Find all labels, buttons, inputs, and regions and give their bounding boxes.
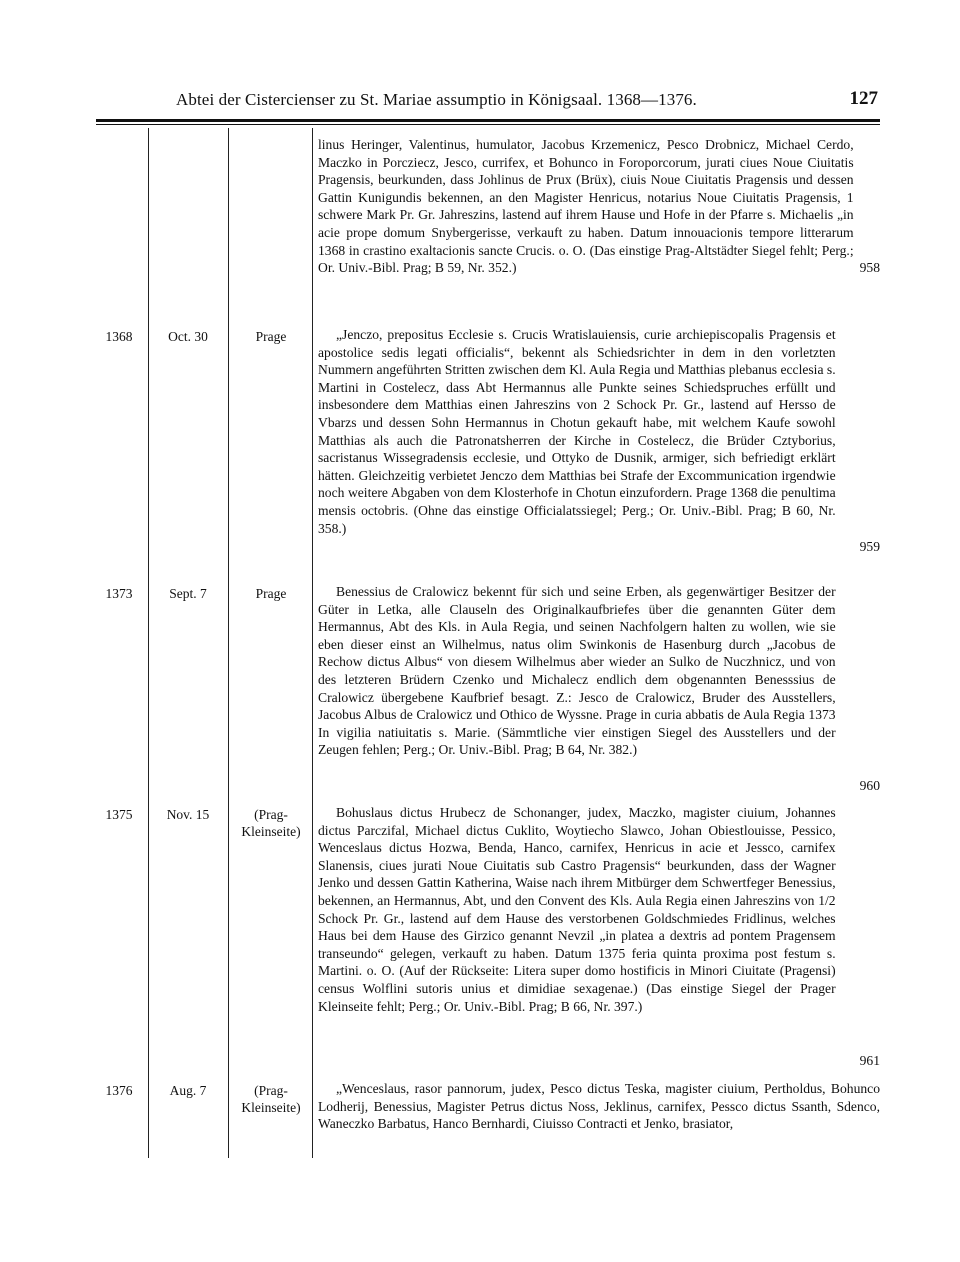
entry-date: Nov. 15 (166, 807, 210, 822)
entry-body: „Wenceslaus, rasor pannorum, judex, Pesco dictus Teska, magister ciuium, Pertholdus, Bohunco Lodherij, Benessius, Magister Petrus dictus Noss, Jeklinus, carnifex, Pessco dictus Ssanth, Sdenco, Waneczko Barbatus, Hanco Bernhardi, Ciuisso Contracti et Jenko, brasiator, (318, 1081, 880, 1132)
column-divider (312, 128, 313, 1158)
header-rule-thick (96, 119, 880, 122)
entry-body: linus Heringer, Valentinus, humulator, Jacobus Krzemenicz, Pesco Drobnicz, Michael Cerdo, Maczko in Porcziecz, Jesco, currifex, et Bohunco in Foroporcorum, jurati ciues Noue Ciuitatis Pragensis, beurkunden, dass Johlinus de Prux (Brüx), ciuis Noue Ciuitatis Pragensis und dessen Gattin Kunigundis bekennen, an den Magister Henricus, notarius Noue Ciuitatis Pragensis, 1 schwere Mark Pr. Gr. Jahreszins, lastend auf ihrem Hause und Hofe in der Pfarre s. Michaelis „in acie prope domum Snybergerisse, verkauft zu haben. Datum innouacionis tempore litterarum 1368 in crastino exaltacionis sancte Crucis. o. O. (Das einstige Prag-Altstädter Siegel fehlt; Perg.; Or. Univ.-Bibl. Prag; B 59, Nr. 352.) (318, 137, 854, 276)
entry-date: Sept. 7 (169, 586, 207, 601)
column-divider (228, 128, 229, 1158)
header-rule-thin (96, 124, 880, 125)
entry-number: 959 (859, 539, 880, 554)
entry-text (318, 583, 880, 795)
entry-text (318, 326, 880, 556)
entry-text (318, 804, 880, 1070)
entry-text (318, 1080, 880, 1133)
entry-number: 961 (859, 1053, 880, 1068)
entry-year: 1373 (105, 586, 133, 601)
entry-number: 958 (859, 260, 880, 275)
entry-place: (Prag-Kleinseite) (241, 1083, 301, 1115)
entry-date: Aug. 7 (169, 1083, 207, 1098)
page-header (176, 88, 878, 112)
entry-body: „Jenczo, prepositus Ecclesie s. Crucis Wratislauiensis, curie archiepiscopalis Pragensis et apostolice sedis legati officialis“, bekennt als Schiedsrichter in dem in den vorletzten Nummern angeführten Stritten zwischen dem Kl. Aula Regia und Matthias plebanus ecclesia s. Martini in Costelecz, dass Abt Hermannus alle Punkte seines Schiedspruches erfüllt und insbesondere dem Matthias einen Jahreszins von 2 Schock Pr. Gr., lastend auf Hersso de Vbarzs und dessen Sohn Hermannus in Chotun gekauft habe, mit welchem Kaufe sowohl Matthias als auch die Patronatsherren der Kirche in Costelecz, die Brüder Cztyborius, sacristanus Wissegradensis ecclesie, und Ottyko de Dusnik, armiger, sich befriedigt erklärt hätten. Gleichzeitig verbietet Jenczo dem Matthias bei Strafe der Excommunication irgendwie noch weitere Abgaben von dem Klosterhofe in Chotun einzufordern. Prage 1368 die penultima mensis octobris. (Ohne das einstige Officialatssiegel; Perg.; Or. Univ.-Bibl. Prag; B 60, Nr. 358.) (318, 327, 836, 536)
entry-year: 1368 (105, 329, 133, 344)
entry-year: 1375 (105, 807, 133, 822)
entry-number: 960 (859, 778, 880, 793)
entry-body: Benessius de Cralowicz bekennt für sich und seine Erben, als gegenwärtiger Besitzer der Güter in Letka, alle Clauseln des Originalkaufbriefes über die genannten Güter dem Hermannus, Abt des Kls. in Aula Regia, und seinen Nachfolgern halten zu wollen, wie sie eben dieser einst an Wilhelmus, natus olim Swinkonis de Hasenburg durch „Jacobus de Rechow dictus Albus“ von diesem Wilhelmus aber wieder an Sulko de Nuczhnicz, und von des letzteren Brüdern Czenko und Michalecz endlich dem obgenannten Benesssius de Cralowicz übergebene Kaufbrief besagt. Z.: Jesco de Cralowicz, Bruder des Ausstellers, Jacobus Albus de Cralowicz und Othico de Wyssne. Prage in curia abbatis de Aula Regia 1373 In vigilia natiuitatis s. Marie. (Sämmtliche vier einstigen Siegel des Ausstellers und der Zeugen fehlen; Perg.; Or. Univ.-Bibl. Prag; B 64, Nr. 382.) (318, 584, 836, 758)
running-title: Abtei der Cistercienser zu St. Mariae assumptio in Königsaal. 1368—1376. (176, 90, 697, 109)
entry-place: Prage (255, 329, 287, 344)
entry-place: Prage (255, 586, 287, 601)
entry-text (318, 136, 880, 277)
column-divider (148, 128, 149, 1158)
entry-date: Oct. 30 (168, 329, 208, 344)
entry-year: 1376 (105, 1083, 133, 1098)
page-number: 127 (849, 88, 878, 109)
entry-place: (Prag-Kleinseite) (241, 807, 301, 839)
entry-body: Bohuslaus dictus Hrubecz de Schonanger, judex, Maczko, magister ciuium, Johannes dictus Parczifal, Michael dictus Cuklito, Woytiecho Slawco, Johan Obiestlouisse, Pessico, Wenceslaus dictus Hozwa, Benda, Hanco, carnifex, Henricus in acie et Jessco, carnifex Slanensis, ciues jurati Noue Ciuitatis sub Castro Pragensis“ beurkunden, dass der Wagner Jenko und dessen Gattin Katherina, Waise nach ihrem Mitbürger dem Schwertfeger Benessius, bekennen, an Hermannus, Abt, und den Convent des Kls. Aula Regia einen Jahreszins von 1/2 Schock Pr. Gr., lastend auf dem Hause des verstorbenen Goldschmiedes Fridlinus, welches Haus bei dem Hause des Girzico genannt Nevzil „in platea a dextris ad pontem Pragensem transeundo“ gelegen, verkauft zu haben. Datum 1375 feria quinta proxima post festum s. Martini. o. O. (Auf der Rückseite: Litera super domo hostificis in Minori Ciuitate (Pragensi) census Wolflini sutoris unius et dimidiae sexagenae.) (Das einstige Siegel der Prager Kleinseite fehlt; Perg.; Or. Univ.-Bibl. Prag; B 66, Nr. 397.) (318, 805, 836, 1014)
